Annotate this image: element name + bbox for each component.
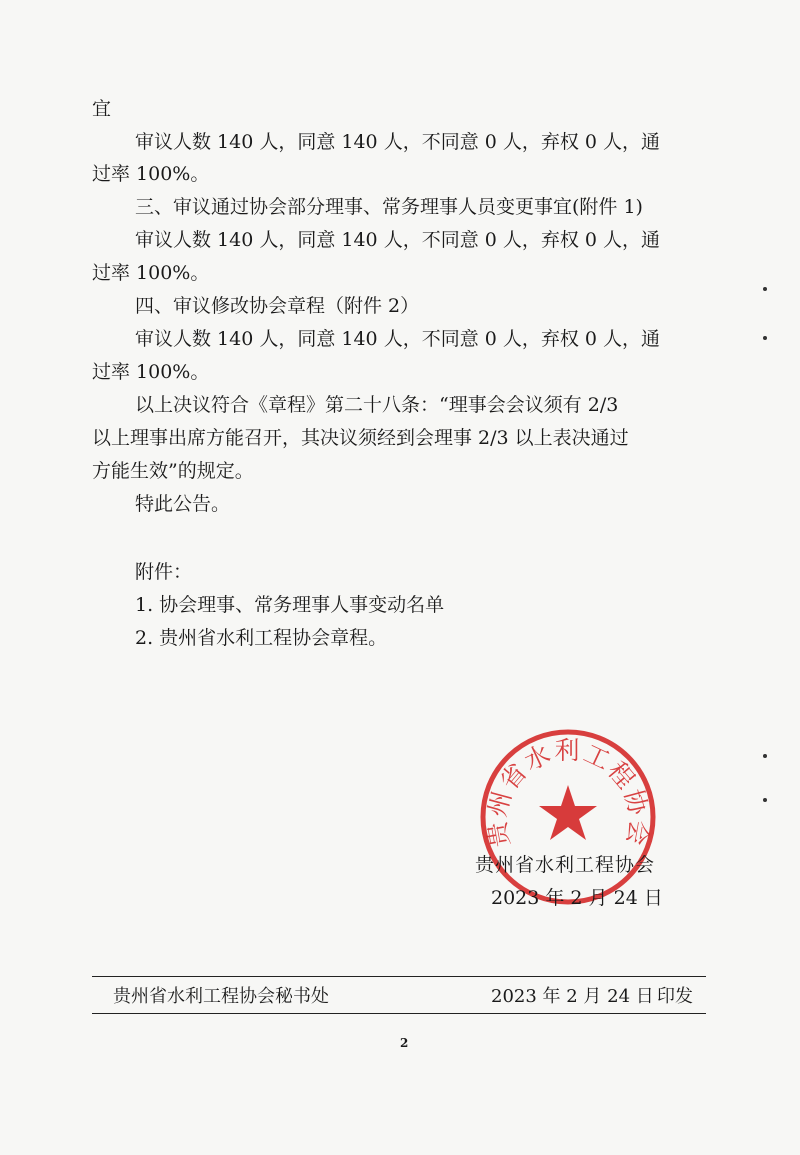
signature-org: 贵州省水利工程协会 — [475, 854, 656, 876]
body-line: 方能生效”的规定。 — [92, 460, 254, 482]
star-icon — [539, 785, 597, 840]
margin-dot — [763, 336, 767, 340]
margin-dot — [763, 287, 767, 291]
official-seal — [478, 727, 658, 907]
body-line: 宜 — [92, 98, 112, 120]
body-line: 审议人数 140 人，同意 140 人，不同意 0 人，弃权 0 人，通 — [135, 229, 661, 251]
body-line: 以上决议符合《章程》第二十八条：“理事会会议须有 2/3 — [135, 394, 619, 416]
body-line: 审议人数 140 人，同意 140 人，不同意 0 人，弃权 0 人，通 — [135, 328, 661, 350]
page-number: 2 — [400, 1036, 409, 1050]
body-line: 特此公告。 — [135, 493, 231, 515]
attachment-item: 2. 贵州省水利工程协会章程。 — [135, 627, 388, 649]
attachment-item: 1. 协会理事、常务理事人事变动名单 — [135, 594, 445, 616]
body-line: 过率 100%。 — [92, 361, 210, 383]
margin-dot — [763, 798, 767, 802]
body-line: 过率 100%。 — [92, 163, 210, 185]
footer-date: 2023 年 2 月 24 日 — [491, 986, 654, 1007]
seal-text: 贵州省水利工程协会 — [481, 736, 655, 850]
body-line: 四、审议修改协会章程（附件 2） — [135, 295, 420, 317]
body-line: 审议人数 140 人，同意 140 人，不同意 0 人，弃权 0 人，通 — [135, 131, 661, 153]
footer-issuer: 贵州省水利工程协会秘书处 — [113, 986, 329, 1007]
body-line: 三、审议通过协会部分理事、常务理事人员变更事宜(附件 1) — [135, 196, 643, 218]
footer-bottom-rule — [92, 1013, 706, 1014]
footer-top-rule — [92, 976, 706, 977]
attachments-label: 附件： — [135, 561, 193, 583]
body-line: 过率 100%。 — [92, 262, 210, 284]
body-line: 以上理事出席方能召开，其决议须经到会理事 2/3 以上表决通过 — [92, 427, 629, 449]
signature-date: 2023 年 2 月 24 日 — [491, 887, 663, 909]
margin-dot — [763, 754, 767, 758]
footer-printed: 印发 — [657, 986, 693, 1007]
